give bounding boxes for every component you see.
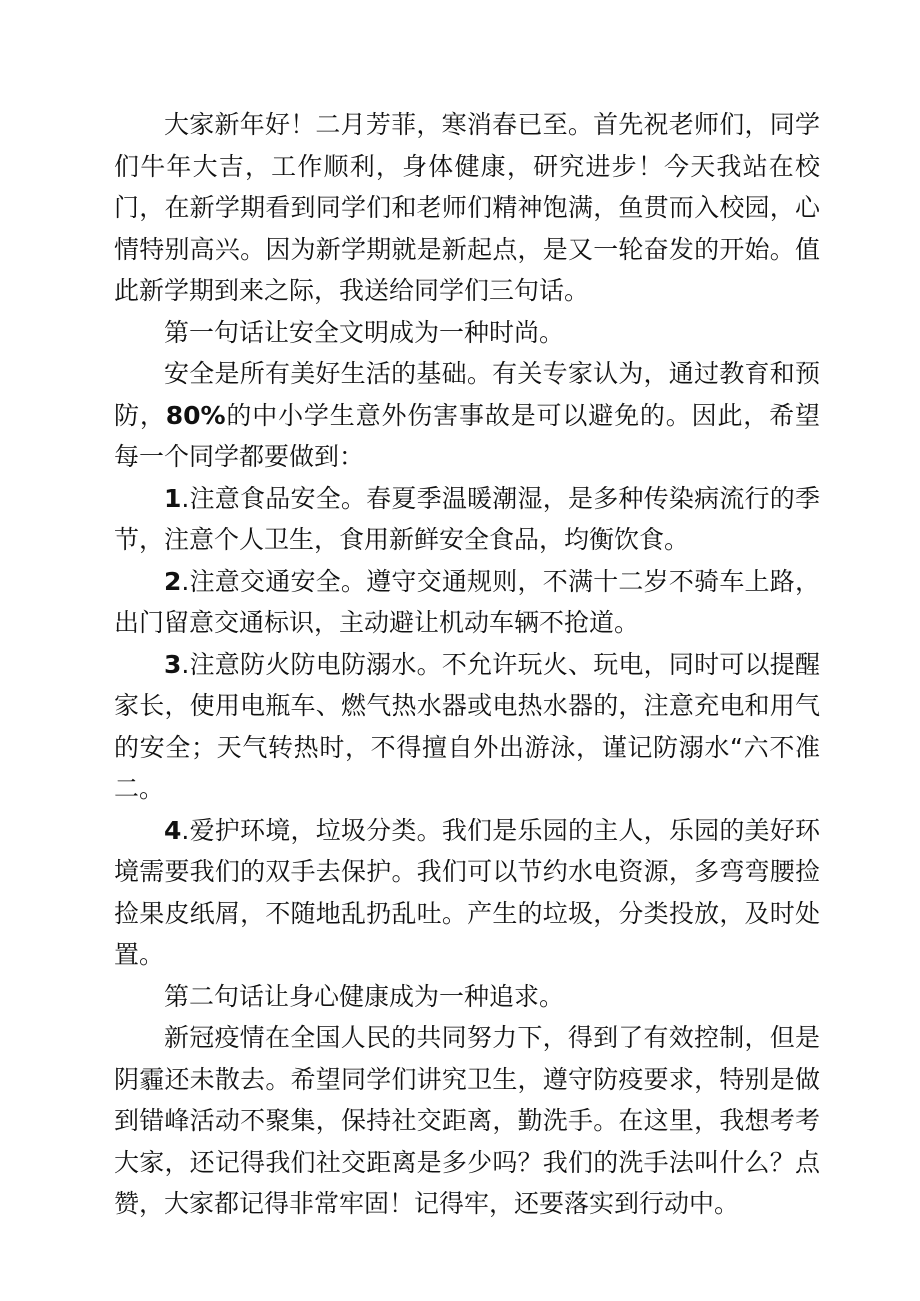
- list-item-environment: 4.爱护环境，垃圾分类。我们是乐园的主人，乐园的美好环境需要我们的双手去保护。我们可以节约水电资源，多弯弯腰捡捡果皮纸屑，不随地乱扔乱吐。产生的垃圾，分类投放，及时处置。: [114, 815, 820, 969]
- list-item-traffic-safety: 2.注意交通安全。遵守交通规则，不满十二岁不骑车上路，出门留意交通标识，主动避让机动车辆不抢道。: [114, 566, 820, 637]
- paragraph-greeting: 大家新年好！二月芳菲，寒消春已至。首先祝老师们，同学们牛年大吉，工作顺利，身体健康，研究进步！今天我站在校门，在新学期看到同学们和老师们精神饱满，鱼贯而入校园，心情特别高兴。因为新学期就是新起点，是又一轮奋发的开始。值此新学期到来之际，我送给同学们三句话。: [114, 110, 820, 305]
- paragraph-health: 新冠疫情在全国人民的共同努力下，得到了有效控制，但是阴霾还未散去。希望同学们讲究卫生，遵守防疫要求，特别是做到错峰活动不聚集，保持社交距离，勤洗手。在这里，我想考考大家，还记得我们社交距离是多少吗？我们的洗手法叫什么？点赞，大家都记得非常牢固！记得牢，还要落实到行动中。: [114, 1023, 820, 1218]
- list-item-food-safety: 1.注意食品安全。春夏季温暖潮湿，是多种传染病流行的季节，注意个人卫生，食用新鲜安全食品，均衡饮食。: [114, 483, 820, 554]
- list-number: 2: [164, 566, 182, 596]
- paragraph-safety-intro: 安全是所有美好生活的基础。有关专家认为，通过教育和预防，80%的中小学生意外伤害事故是可以避免的。因此，希望每一个同学都要做到：: [114, 359, 820, 471]
- list-number: 3: [164, 649, 182, 679]
- list-number: 1: [164, 483, 182, 513]
- list-number: 4: [164, 815, 182, 845]
- statistic-value: 80%: [165, 400, 226, 430]
- paragraph-heading-second: 第二句话让身心健康成为一种追求。: [164, 981, 565, 1011]
- paragraph-heading-first: 第一句话让安全文明成为一种时尚。: [164, 317, 565, 347]
- list-item-fire-electric-water: 3.注意防火防电防溺水。不允许玩火、玩电，同时可以提醒家长，使用电瓶车、燃气热水器或电热水器的，注意充电和用气的安全；天气转热时，不得擅自外出游泳，谨记防溺水“六不准二。: [114, 649, 820, 803]
